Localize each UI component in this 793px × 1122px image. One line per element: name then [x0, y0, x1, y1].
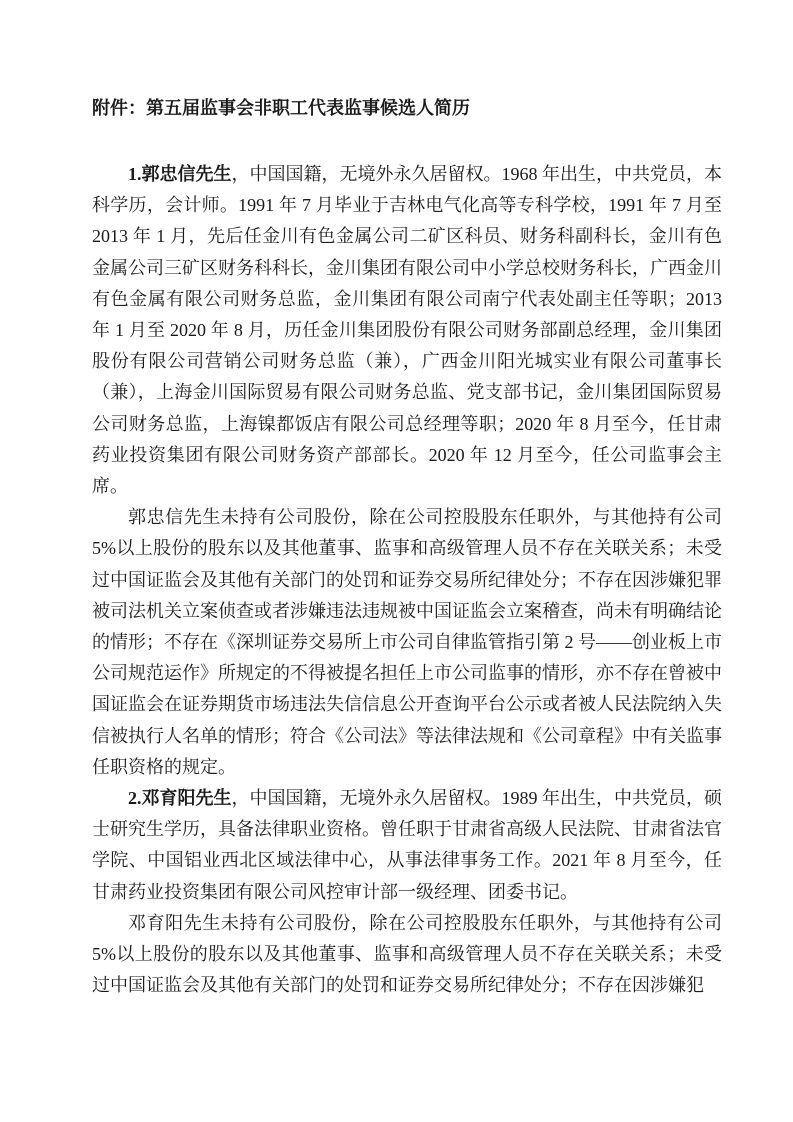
candidate-2-bio-text: ，中国国籍，无境外永久居留权。1989 年出生，中共党员，硕士研究生学历，具备法律职业资格。曾任职于甘肃省高级人民法院、甘肃省法官学院、中国铝业西北区域法律中心，从事法律事务工作。2021 年 8 月至今，任甘肃药业投资集团有限公司风控审计部一级经理、团委书记。	[92, 788, 722, 902]
document-title: 附件：第五届监事会非职工代表监事候选人简历	[92, 98, 470, 118]
candidate-2-name: 2.邓育阳先生	[128, 788, 232, 809]
document-content	[92, 93, 722, 1001]
paragraph-candidate-2-declaration	[92, 908, 722, 1002]
candidate-1-declaration-text: 郭忠信先生未持有公司股份，除在公司控股股东任职外，与其他持有公司5%以上股份的股东以及其他董事、监事和高级管理人员不存在关联关系；未受过中国证监会及其他有关部门的处罚和证券交易所纪律处分；不存在因涉嫌犯罪被司法机关立案侦查或者涉嫌违法违规被中国证监会立案稽查，尚未有明确结论的情形；不存在《深圳证券交易所上市公司自律监管指引第 2 号——创业板上市公司规范运作》所规定的不得被提名担任上市公司监事的情形，亦不存在曾被中国证监会在证券期货市场违法失信信息公开查询平台公示或者被人民法院纳入失信被执行人名单的情形；符合《公司法》等法律法规和《公司章程》中有关监事任职资格的规定。	[92, 507, 722, 777]
candidate-2-declaration-text: 邓育阳先生未持有公司股份，除在公司控股股东任职外，与其他持有公司5%以上股份的股东以及其他董事、监事和高级管理人员不存在关联关系；未受过中国证监会及其他有关部门的处罚和证券交易所纪律处分；不存在因涉嫌犯	[92, 912, 722, 996]
candidate-1-name: 1.郭忠信先生	[128, 164, 232, 184]
candidate-1-bio-text: ，中国国籍，无境外永久居留权。1968 年出生，中共党员，本科学历，会计师。1991 年 7 月毕业于吉林电气化高等专科学校，1991 年 7 月至 2013 年 1 月，先后任金川有色金属公司二矿区科员、财务科副科长，金川有色金属公司三矿区财务科科长，金川集团有限公司中小学总校财务科长，广西金川有色金属有限公司财务总监，金川集团有限公司南宁代表处副主任等职；2013 年 1 月至 2020 年 8 月，历任金川集团股份有限公司财务部副总经理，金川集团股份有限公司营销公司财务总监（兼），广西金川阳光城实业有限公司董事长（兼），上海金川国际贸易有限公司财务总监、党支部书记，金川集团国际贸易公司财务总监，上海镍都饭店有限公司总经理等职；2020 年 8 月至今，任甘肃药业投资集团有限公司财务资产部部长。2020 年 12 月至今，任公司监事会主席。	[92, 164, 722, 497]
paragraph-candidate-1-declaration	[92, 502, 722, 783]
paragraph-candidate-2-bio	[92, 783, 722, 908]
paragraph-candidate-1-bio	[92, 159, 722, 502]
